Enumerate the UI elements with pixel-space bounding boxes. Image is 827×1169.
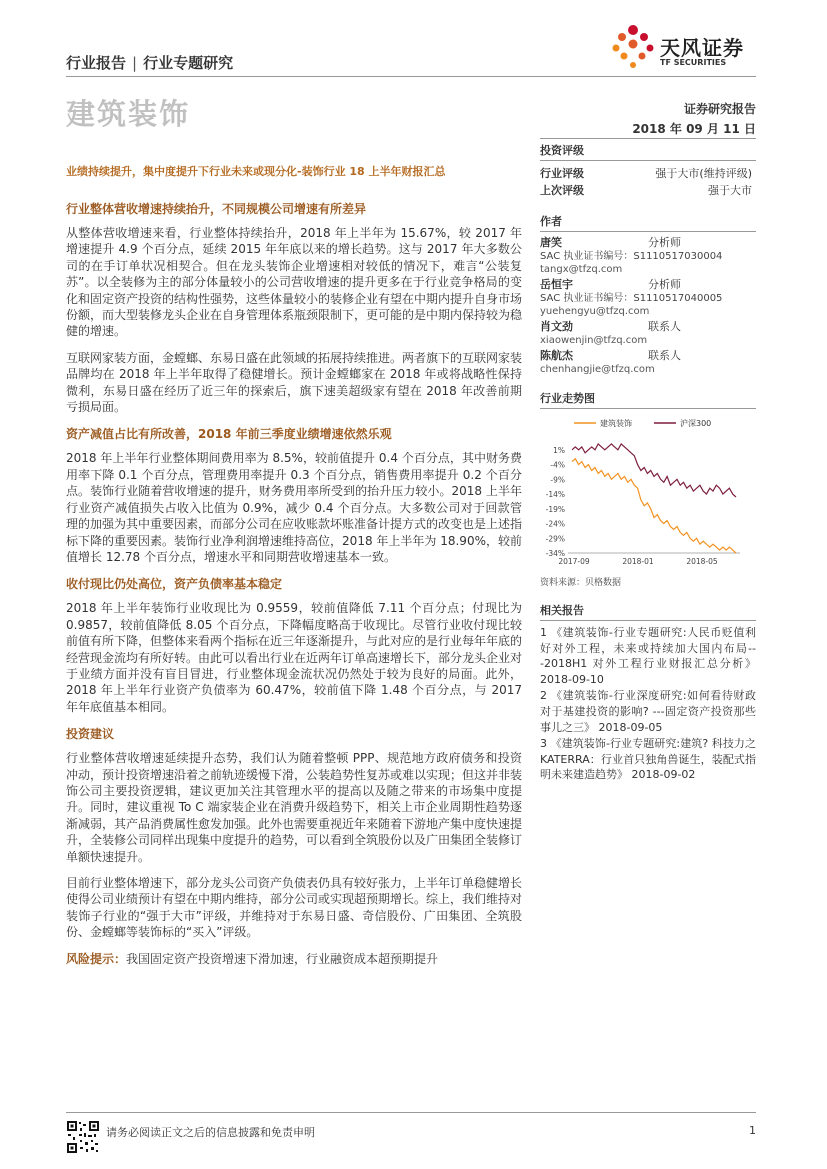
header-divider <box>66 76 756 77</box>
author-email[interactable]: xiaowenjin@tfzq.com <box>540 335 648 346</box>
y-tick-label: -9% <box>550 475 565 485</box>
disclaimer-note: 请务必阅读正文之后的信息披露和免责申明 <box>106 1126 315 1139</box>
report-subtitle: 业绩持续提升，集中度提升下行业未来或现分化-装饰行业 18 上半年财报汇总 <box>66 165 446 178</box>
paragraph: 从整体营收增速来看，行业整体持续抬升，2018 年上半年为 15.67%，较 2017 年增速提升 4.9 个百分点，延续 2015 年年底以来的增长趋势。这与 2017 年大多数公司的在手订单状况相契合。但在龙头装饰企业增速相对较低的情况下，难言“公装复苏”。以全装修为主的部分体量较小的公司营收增速的提升更多在于行业竞争格局的变化和固定资产投资的结构性强势，这些体量较小的装修企业有望在中期内提升自身市场份额，而大型装修龙头企业在自身管理体系瓶颈限制下，更可能的是中期内保持较为稳健的增速。 <box>66 226 523 339</box>
trend-heading: 行业走势图 <box>540 390 756 409</box>
report-type: 证券研究报告 <box>683 102 756 116</box>
author-entry <box>540 349 756 376</box>
rating-value: 强于大市(维持评级) <box>655 167 752 180</box>
related-report[interactable] <box>540 688 756 735</box>
related-report-date: 2018-09-10 <box>540 672 604 686</box>
company-logo <box>610 22 770 78</box>
related-report-title: 1 《建筑装饰-行业专题研究:人民币贬值利好对外工程，未来或持续加大国内布局---2018H1 对外工程行业财报汇总分析》 <box>540 626 756 671</box>
x-tick-label: 2017-09 <box>558 557 590 566</box>
paragraph: 2018 年上半年装饰行业收现比为 0.9559，较前值降低 7.11 个百分点；付现比为 0.9857，较前值降低 8.05 个百分点，下降幅度略高于收现比。尽管行业收付现比较前值有所下降，但整体来看两个指标在近三年逐渐提升，与此对应的是行业每年年底的经营现金流均有所好转。由此可以看出行业在近两年订单高速增长下，部分龙头企业对于业绩方面并没有盲目冒进，行业整体现金流状况仍然处于较为良好的局面。此外，2018 年上半年行业资产负债率为 60.47%，较前值下降 1.48 个百分点，与 2017 年年底值基本相同。 <box>66 601 523 714</box>
rating-key: 上次评级 <box>540 184 584 197</box>
logo-text-cn: 天风证券 <box>660 36 744 60</box>
y-tick-label: -24% <box>545 519 565 529</box>
logo-mark-icon <box>610 22 656 74</box>
author-name: 岳恒宇 <box>540 278 573 291</box>
paragraph: 行业整体营收增速延续提升态势，我们认为随着整顿 PPP、规范地方政府债务和投资冲动，预计投资增速沿着之前轨迹缓慢下滑，公装趋势性复苏或难以实现；但这并非装饰公司主要投资逻辑，建议更加关注其管理水平的提高以及随之带来的市场集中度提升。同时，建议重视 To C 端家装企业在消费升级趋势下，相关上市企业周期性趋势逐渐减弱，其产品消费属性愈发加强。此外也需要重视近年来随着下游地产集中度快速提升，全装修公司同样出现集中度提升的趋势，可以看到全筑股份以及广田集团全装修订单额快速提升。 <box>66 751 523 864</box>
related-report[interactable] <box>540 625 756 687</box>
related-report-date: 2018-09-05 <box>598 720 663 734</box>
qr-code-icon <box>66 1120 100 1154</box>
author-role: 分析师 <box>648 278 681 291</box>
breadcrumb-main: 行业报告 <box>66 54 127 72</box>
rating-row <box>540 165 756 182</box>
footer-divider <box>66 1112 756 1113</box>
x-tick-label: 2018-05 <box>686 557 718 566</box>
author-role: 联系人 <box>648 349 681 362</box>
paragraph: 目前行业整体增速下，部分龙头公司资产负债表仍具有较好张力，上半年订单稳健增长使得公司业绩预计有望在中期内维持，部分公司或实现超预期增长。综上，我们维持对装饰子行业的“强于大市”评级，并维持对于东易日盛、奇信股份、广田集团、全筑股份、金螳螂等装饰标的“买入”评级。 <box>66 876 523 940</box>
y-tick-label: -34% <box>545 549 565 558</box>
author-heading: 作者 <box>540 213 756 232</box>
y-tick-label: -19% <box>545 504 565 514</box>
author-name: 陈航杰 <box>540 349 573 362</box>
y-tick-label: 1% <box>553 445 565 455</box>
page-number: 1 <box>749 1124 756 1137</box>
related-report-date: 2018-09-02 <box>631 768 696 782</box>
author-role: 分析师 <box>648 236 681 249</box>
rating-key: 行业评级 <box>540 167 584 180</box>
risk-warning <box>66 951 522 967</box>
chart-source: 资料来源：贝格数据 <box>540 578 622 588</box>
y-tick-label: -29% <box>545 534 565 544</box>
y-tick-label: -4% <box>550 460 565 470</box>
legend-label: 建筑装饰 <box>600 419 632 428</box>
author-name: 唐笑 <box>540 236 562 249</box>
author-sac: SAC 执业证书编号：S1110517040005 <box>540 293 723 304</box>
related-report[interactable] <box>540 736 756 783</box>
rating-heading: 投资评级 <box>540 138 756 161</box>
author-email[interactable]: yuehengyu@tfzq.com <box>540 306 650 317</box>
author-entry <box>540 236 756 276</box>
author-name: 肖文劲 <box>540 320 573 333</box>
section-heading: 收付现比仍处高位，资产负债率基本稳定 <box>66 577 283 592</box>
related-heading: 相关报告 <box>540 602 756 621</box>
section-heading: 投资建议 <box>66 727 115 742</box>
section-heading: 行业整体营收增速持续抬升，不同规模公司增速有所差异 <box>66 202 367 216</box>
paragraph: 2018 年上半年行业整体期间费用率为 8.5%，较前值提升 0.4 个百分点，其中财务费用率下降 0.1 个百分点，管理费用率提升 0.3 个百分点，销售费用率提升 0.2 个百分点。装饰行业随着营收增速的提升，财务费用率所受到的抬升压力较小。2018 上半年行业资产减值损失占收入比值为 0.9%，减少 0.4 个百分点。大多数公司对于回款管理的加强为其中重要因素，而部分公司在应收账款坏账准备计提方式的改变也是上述指标下降的重要因素。装饰行业净利润增速维持高位，2018 年上半年为 18.90%，较前值增长 12.78 个百分点，增速水平和同期营收增速基本一致。 <box>66 451 523 564</box>
related-report-title: 3 《建筑装饰-行业专题研究:建筑? 科技力之 KATERRA：行业首只独角兽诞生，装配式指明未来建造趋势》 <box>540 737 756 782</box>
x-tick-label: 2018-01 <box>622 557 654 566</box>
logo-text-en: TF SECURITIES <box>660 58 727 67</box>
industry-title: 建筑装饰 <box>66 97 191 131</box>
rating-value: 强于大市 <box>708 184 752 197</box>
breadcrumb <box>66 52 233 73</box>
y-tick-label: -14% <box>545 490 565 500</box>
risk-text: 我国固定资产投资增速下滑加速，行业融资成本超预期提升 <box>126 951 439 966</box>
related-report-title: 2 《建筑装饰-行业深度研究:如何看待财政对于基建投资的影响? ---固定资产投资那些事儿之三》 <box>540 689 756 734</box>
author-sac: SAC 执业证书编号：S1110517030004 <box>540 251 723 262</box>
rating-row <box>540 182 756 199</box>
sidebar <box>540 138 756 784</box>
section-heading: 资产减值占比有所改善，2018 年前三季度业绩增速依然乐观 <box>66 427 392 442</box>
author-entry <box>540 320 756 347</box>
legend-label: 沪深300 <box>680 419 712 428</box>
report-date: 2018 年 09 月 11 日 <box>632 122 756 136</box>
author-email[interactable]: chenhangjie@tfzq.com <box>540 364 655 375</box>
trend-chart <box>540 413 756 573</box>
author-email[interactable]: tangx@tfzq.com <box>540 264 623 275</box>
breadcrumb-sub: 行业专题研究 <box>143 54 234 72</box>
risk-label: 风险提示： <box>66 951 127 966</box>
paragraph: 互联网家装方面，金螳螂、东易日盛在此领域的拓展持续推进。两者旗下的互联网家装品牌均在 2018 年上半年取得了稳健增长。预计金螳螂家在 2018 年或将战略性保持微利，东易日盛在经历了近三年的探索后，旗下速美超级家有望在 2018 年改善前期亏损局面。 <box>66 350 523 415</box>
series-line <box>572 459 736 553</box>
trend-chart-svg <box>540 413 756 573</box>
author-entry <box>540 278 756 318</box>
breadcrumb-separator: | <box>132 54 138 72</box>
author-role: 联系人 <box>648 320 681 333</box>
main-body <box>66 200 522 967</box>
